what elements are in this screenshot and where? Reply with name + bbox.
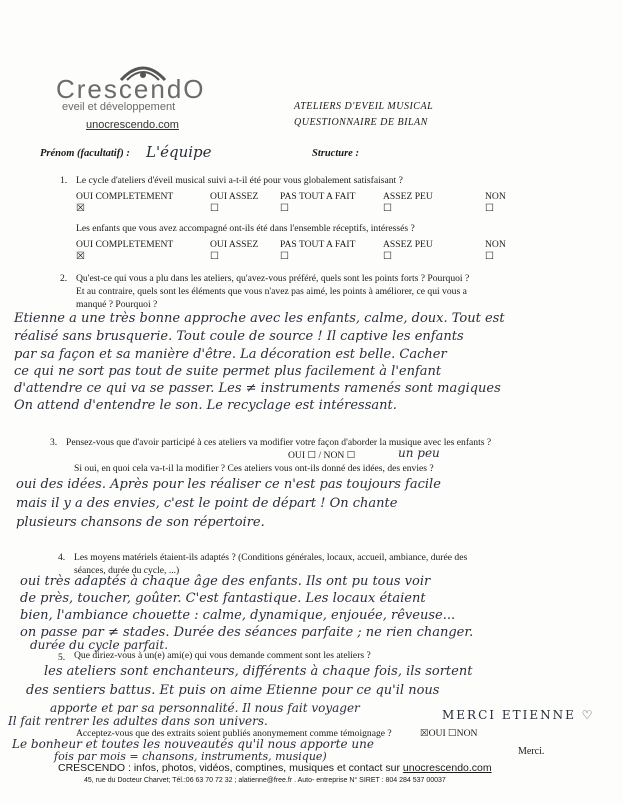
q1-question-a: Le cycle d'ateliers d'éveil musical suivi a-t-il été pour vous globalement satisfaisant ?	[76, 175, 403, 186]
q2-answer-line: réalisé sans brusquerie. Tout coule de source ! Il captive les enfants	[14, 329, 464, 344]
q1a-option-non: NON	[485, 191, 506, 202]
q4-line2: séances, durée du cycle, ...)	[74, 565, 180, 576]
q2-line3: manqué ? Pourquoi ?	[76, 299, 158, 310]
q2-answer-line: d'attendre ce qui va se passer. Les ≠ instruments ramenés sont magiques	[14, 381, 501, 396]
website-link[interactable]: unocrescendo.com	[86, 119, 179, 131]
q1a-checkbox-oui-completement[interactable]: ☒	[76, 203, 85, 214]
q5-answer-line: des sentiers battus. Et puis on aime Etienne pour ce qu'il nous	[26, 683, 440, 698]
q1a-option-oui-assez: OUI ASSEZ	[210, 191, 259, 202]
q2-answer-line: On attend d'entendre le son. Le recyclage est intéressant.	[14, 398, 397, 413]
footer-website-link[interactable]: unocrescendo.com	[402, 762, 492, 774]
q4-answer-line: bien, l'ambiance chouette : calme, dynamique, enjouée, rêveuse...	[20, 608, 456, 623]
q2-answer-line: par sa façon et sa manière d'être. La décoration est belle. Cacher	[14, 347, 447, 362]
prenom-value[interactable]: L'équipe	[146, 143, 212, 161]
footer-text: CRESCENDO : infos, photos, vidéos, comptines, musiques et contact sur	[58, 762, 400, 774]
q4-answer-line: de près, toucher, goûter. C'est fantastique. Les locaux étaient	[20, 591, 426, 606]
q1a-checkbox-pas-tout-a-fait[interactable]: ☐	[280, 203, 289, 214]
q4-answer-line: on passe par ≠ stades. Durée des séances parfaite ; ne rien changer.	[20, 625, 474, 640]
q3-line1: Pensez-vous que d'avoir participé à ces ateliers va modifier votre façon d'aborder la musique avec les enfants ?	[66, 437, 492, 448]
q1b-checkbox-pas-tout-a-fait[interactable]: ☐	[280, 251, 289, 262]
q1a-checkbox-non[interactable]: ☐	[485, 203, 494, 214]
q5-number: 5.	[58, 652, 66, 663]
q3-choice-note: un peu	[398, 446, 440, 460]
structure-label: Structure :	[312, 148, 359, 159]
q1b-checkbox-non[interactable]: ☐	[485, 251, 494, 262]
q4-answer-line: oui très adaptés à chaque âge des enfants. Ils ont pu tous voir	[20, 574, 431, 589]
closing-hand-line: Le bonheur et toutes les nouveautés qu'il nous apporte une	[12, 737, 374, 751]
q1b-option-pas-tout-a-fait: PAS TOUT A FAIT	[280, 239, 356, 250]
doc-title-line1: ATELIERS D'EVEIL MUSICAL	[294, 101, 434, 112]
q1b-option-oui-assez: OUI ASSEZ	[210, 239, 259, 250]
q1b-checkbox-assez-peu[interactable]: ☐	[383, 251, 392, 262]
q5-answer-line: Il fait rentrer les adultes dans son univers.	[8, 714, 268, 728]
q2-number: 2.	[60, 273, 68, 284]
q1-number: 1.	[60, 175, 68, 186]
closing-hand-line: fois par mois = chansons, instruments, musique)	[54, 750, 327, 763]
doc-title-line2: QUESTIONNAIRE DE BILAN	[294, 117, 428, 128]
q2-answer-line: Etienne a une très bonne approche avec les enfants, calme, doux. Tout est	[14, 311, 505, 326]
q1b-option-oui-completement: OUI COMPLETEMENT	[76, 239, 174, 250]
q1b-checkbox-oui-assez[interactable]: ☐	[210, 251, 219, 262]
q1b-option-non: NON	[485, 239, 506, 250]
prenom-label: Prénom (facultatif) :	[40, 148, 130, 159]
merci-etienne-note: MERCI ETIENNE ♡	[442, 708, 595, 722]
logo-tagline: eveil et développement	[62, 101, 176, 113]
publish-choice[interactable]: ☒OUI ☐NON	[420, 728, 478, 739]
q1-question-b: Les enfants que vous avez accompagné ont-ils été dans l'ensemble réceptifs, intéressés ?	[76, 223, 415, 234]
q4-line1: Les moyens matériels étaient-ils adaptés ? (Conditions générales, locaux, accueil, ambiance, durée des	[74, 552, 468, 563]
q3-choice[interactable]: OUI ☐ / NON ☐	[288, 450, 356, 461]
q3-answer-line: oui des idées. Après pour les réaliser ce n'est pas toujours facile	[16, 477, 441, 492]
publish-question: Acceptez-vous que des extraits soient publiés anonymement comme témoignage ?	[76, 728, 392, 739]
q1a-option-assez-peu: ASSEZ PEU	[383, 191, 433, 202]
q1a-option-pas-tout-a-fait: PAS TOUT A FAIT	[280, 191, 356, 202]
footer-line2: 45, rue du Docteur Charvet; Tél.:06 63 70 72 32 ; alatienne@free.fr . Auto- entreprise N° SIRET : 804 284 537 00037	[84, 777, 446, 784]
q5-answer-line: les ateliers sont enchanteurs, différents à chaque fois, ils sortent	[44, 664, 473, 679]
logo-text: CrescendO	[56, 74, 206, 104]
q1a-option-oui-completement: OUI COMPLETEMENT	[76, 191, 174, 202]
q2-line2: Et au contraire, quels sont les éléments que vous n'avez pas aimé, les points à améliorer, ce qui vous a	[76, 286, 467, 297]
q1b-checkbox-oui-completement[interactable]: ☒	[76, 251, 85, 262]
q2-line1: Qu'est-ce qui vous a plu dans les ateliers, qu'avez-vous préféré, quels sont les points forts ? Pourquoi ?	[76, 273, 470, 284]
q4-answer-line: durée du cycle parfait.	[30, 638, 169, 652]
q3-answer-line: plusieurs chansons de son répertoire.	[16, 515, 265, 530]
q5-answer-line: apporte et par sa personnalité. Il nous fait voyager	[50, 701, 360, 715]
q2-answer-line: ce qui ne sort pas tout de suite permet plus facilement à l'enfant	[14, 364, 442, 379]
merci-printed: Merci.	[518, 746, 545, 757]
footer-line1	[58, 762, 492, 774]
q4-number: 4.	[58, 552, 66, 563]
q1b-option-assez-peu: ASSEZ PEU	[383, 239, 433, 250]
q1a-checkbox-oui-assez[interactable]: ☐	[210, 203, 219, 214]
q3-line2: Si oui, en quoi cela va-t-il la modifier ? Ces ateliers vous ont-ils donné des idées, des envies ?	[74, 463, 434, 474]
q5-line1: Que diriez-vous à un(e) ami(e) qui vous demande comment sont les ateliers ?	[74, 650, 371, 661]
q3-answer-line: mais il y a des envies, c'est le point de départ ! On chante	[16, 496, 398, 511]
q3-number: 3.	[50, 437, 58, 448]
q1a-checkbox-assez-peu[interactable]: ☐	[383, 203, 392, 214]
